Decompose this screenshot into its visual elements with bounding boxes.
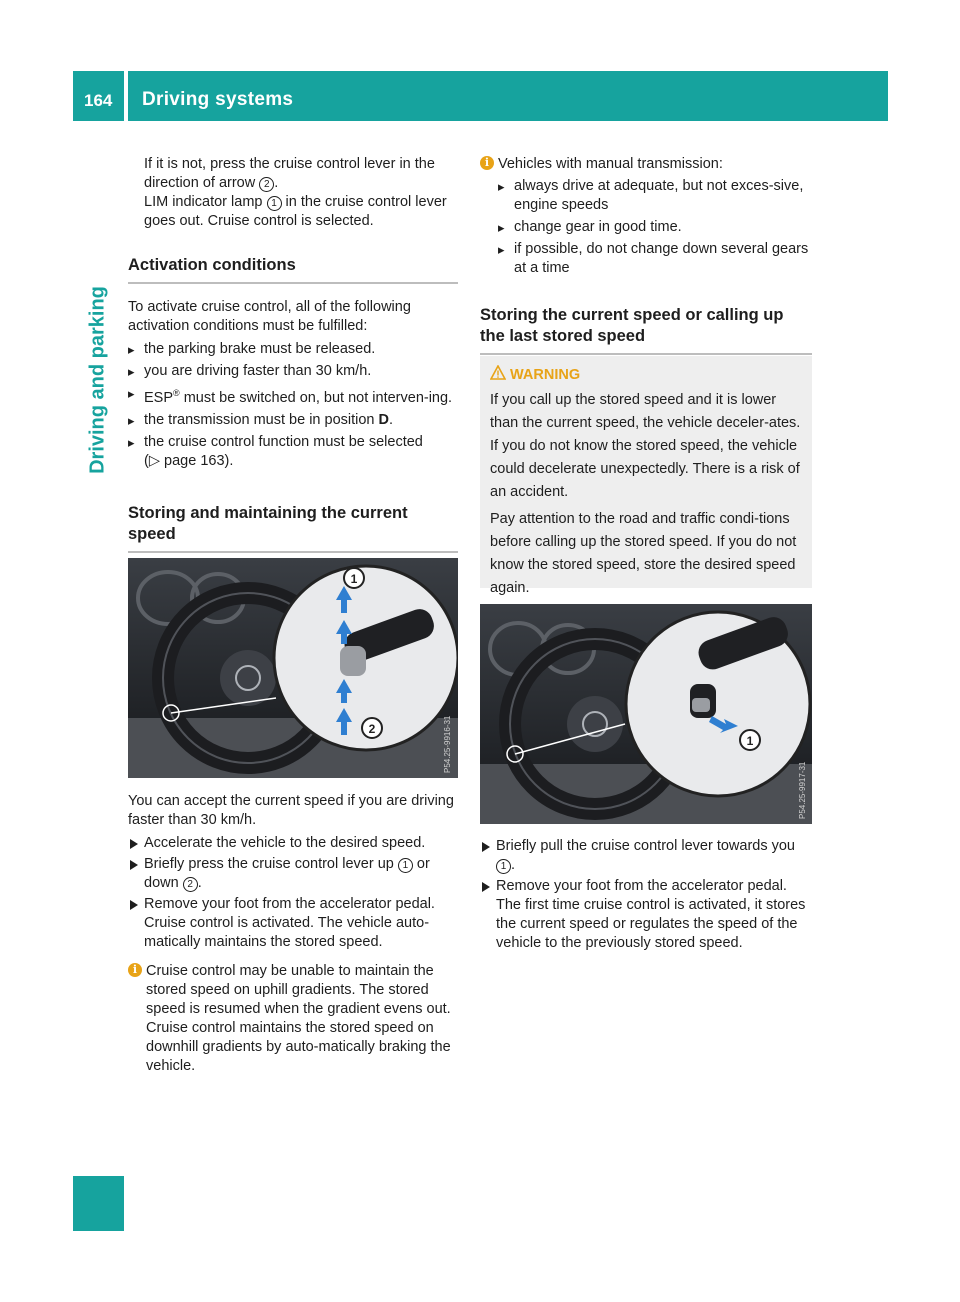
list-item-text: you are driving faster than 30 km/h. bbox=[144, 363, 372, 379]
activation-intro: To activate cruise control, all of the following activation conditions must be fulfilled: bbox=[128, 299, 411, 334]
step bbox=[128, 895, 458, 952]
list-item-text: must be switched on, but not interven-ing. bbox=[183, 389, 453, 406]
figure-code: P54.25-9917-31 bbox=[798, 761, 807, 819]
step: Briefly press the cruise control lever up 1 or down 2 . bbox=[128, 855, 458, 893]
list-item-text: the cruise control function must be selected bbox=[144, 433, 423, 450]
list-item-text: if possible, do not change down several gears at a time bbox=[514, 241, 809, 276]
info-text: Cruise control may be unable to maintain the stored speed on uphill gradients. The stored speed is resumed when the gradient evens out. Cruise control maintains the stored speed on downhill gradients by auto-matically braking the vehicle. bbox=[146, 963, 451, 1074]
step-text: Briefly pull the cruise control lever towards you bbox=[496, 838, 795, 854]
marker-2: 2 bbox=[259, 177, 274, 192]
list-item bbox=[128, 362, 458, 381]
figure-code: P54.25-9916-31 bbox=[443, 715, 452, 773]
page-ref-icon: ▷ bbox=[148, 452, 160, 469]
marker-1: 1 bbox=[267, 196, 282, 211]
esp-label: ESP bbox=[144, 389, 174, 406]
gear-label: D bbox=[378, 411, 390, 428]
heading-rule bbox=[128, 282, 458, 284]
list-item: ▸ the cruise control function must be selected (▷ page 163). bbox=[128, 433, 458, 471]
step: Briefly pull the cruise control lever towards you 1 . bbox=[480, 837, 812, 875]
info-title: Vehicles with manual transmission: bbox=[498, 156, 723, 172]
list-item bbox=[498, 240, 812, 278]
side-tab-marker bbox=[73, 1176, 124, 1231]
warning-header bbox=[490, 364, 804, 387]
warning-box bbox=[480, 356, 812, 596]
list-item: ▸ the transmission must be in position D. bbox=[128, 411, 458, 430]
heading-rule bbox=[480, 353, 812, 355]
heading-rule bbox=[128, 551, 458, 553]
intro-text-3: in the cruise control lever goes out. Cruise control is selected. bbox=[144, 194, 447, 229]
recall-steps bbox=[480, 837, 812, 953]
recall-section bbox=[480, 305, 812, 355]
info-note bbox=[480, 155, 812, 174]
list-item bbox=[498, 177, 812, 215]
left-intro bbox=[128, 155, 458, 231]
info-note bbox=[128, 962, 458, 1076]
step bbox=[128, 834, 458, 853]
list-item bbox=[128, 340, 458, 359]
info-icon: i bbox=[480, 156, 494, 170]
intro-text-1: If it is not, press the cruise control lever in the direction of arrow bbox=[144, 156, 435, 191]
cruise-lever-figure-pull bbox=[480, 604, 812, 824]
list-item-text: always drive at adequate, but not exces-sive, engine speeds bbox=[514, 178, 804, 213]
warning-text-1: If you call up the stored speed and it is lower than the current speed, the vehicle deceler-ates. If you do not know the stored speed, the vehicle could decelerate unexpectedly. There is a risk of an accident. bbox=[490, 392, 801, 500]
list-item-text: the transmission must be in position bbox=[144, 411, 375, 428]
page-reference[interactable]: page 163). bbox=[164, 452, 234, 469]
storing-heading-line2: speed bbox=[128, 525, 176, 543]
registered-mark: ® bbox=[173, 388, 180, 398]
cruise-lever-figure-up-down bbox=[128, 558, 458, 778]
figure-marker-2: 2 bbox=[368, 722, 376, 736]
step-text: Remove your foot from the accelerator pedal. The first time cruise control is activated, it stores the current speed or regulates the speed of the vehicle to the previously stored speed. bbox=[496, 878, 806, 951]
recall-heading-line2: the last stored speed bbox=[480, 327, 646, 345]
step-text: Briefly press the cruise control lever up bbox=[144, 856, 394, 872]
warning-icon bbox=[490, 365, 506, 381]
page-number: 164 bbox=[84, 91, 113, 110]
activation-section bbox=[128, 255, 458, 471]
recall-heading bbox=[480, 305, 812, 347]
step-text: Remove your foot from the accelerator pedal. Cruise control is activated. The vehicle auto-matically maintains the stored speed. bbox=[144, 896, 435, 950]
storing-heading bbox=[128, 503, 458, 545]
figure-marker-1: 1 bbox=[746, 734, 754, 748]
marker-2: 2 bbox=[183, 877, 198, 892]
step bbox=[480, 877, 812, 953]
recall-heading-line1: Storing the current speed or calling up bbox=[480, 306, 784, 324]
marker-1: 1 bbox=[496, 859, 511, 874]
step-text: or down bbox=[144, 856, 430, 891]
marker-1: 1 bbox=[398, 858, 413, 873]
warning-text-2: Pay attention to the road and traffic condi-tions before calling up the stored speed. If you do not know the stored speed, store the desired speed again. bbox=[490, 511, 797, 596]
manual-transmission-note bbox=[480, 155, 812, 278]
list-item bbox=[498, 218, 812, 237]
cruise-lever-illustration bbox=[128, 558, 458, 778]
section-title: Driving systems bbox=[142, 89, 294, 110]
intro-text-2: LIM indicator lamp bbox=[144, 194, 263, 210]
warning-title: WARNING bbox=[510, 367, 581, 383]
storing-steps bbox=[128, 792, 458, 1076]
storing-intro: You can accept the current speed if you are driving faster than 30 km/h. bbox=[128, 793, 454, 828]
list-item-text: the parking brake must be released. bbox=[144, 341, 376, 357]
step-text: Accelerate the vehicle to the desired speed. bbox=[144, 835, 426, 851]
intro-period: . bbox=[274, 175, 279, 191]
figure-marker-1: 1 bbox=[350, 572, 358, 586]
side-tab-label: Driving and parking bbox=[86, 286, 109, 474]
storing-section bbox=[128, 503, 458, 553]
cruise-lever-pull-illustration bbox=[480, 604, 812, 824]
list-item bbox=[128, 384, 458, 408]
info-icon: i bbox=[128, 963, 142, 977]
list-item-text: change gear in good time. bbox=[514, 219, 682, 235]
storing-heading-line1: Storing and maintaining the current bbox=[128, 504, 408, 522]
activation-heading: Activation conditions bbox=[128, 256, 296, 274]
